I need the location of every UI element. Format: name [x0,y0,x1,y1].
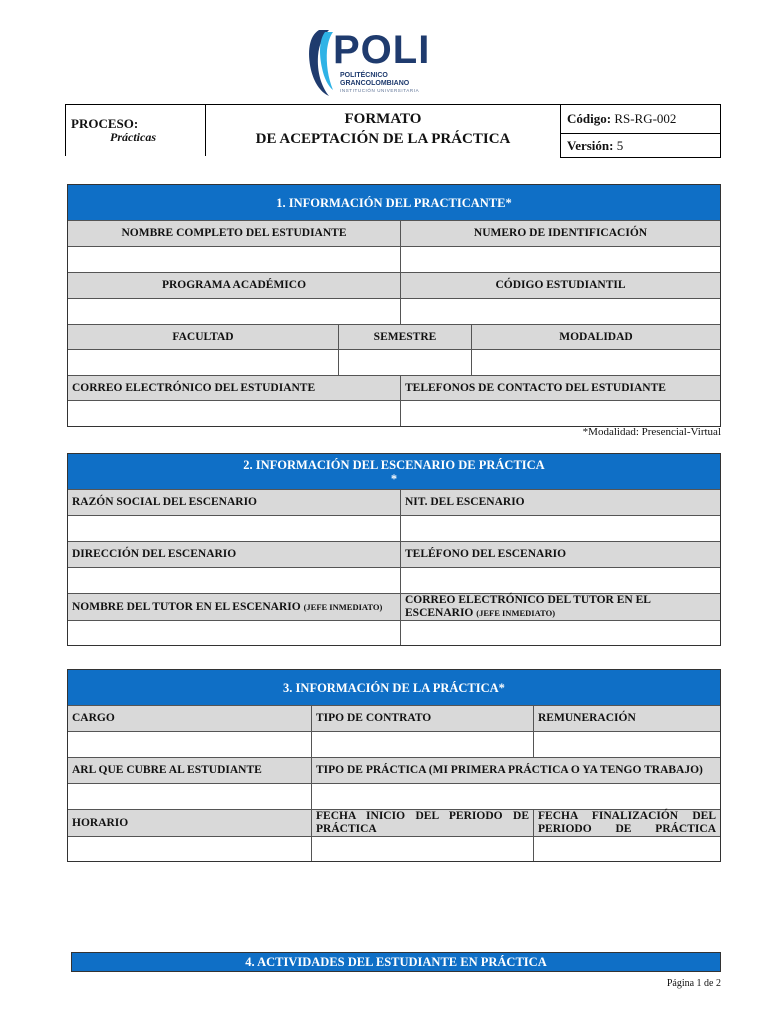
section3-row3-values [68,837,720,861]
section1-row4-values [68,401,720,426]
section1-row1-labels [68,221,720,247]
correo-estudiante-field[interactable] [68,401,401,426]
programa-label: PROGRAMA ACADÉMICO [68,273,401,299]
correo-tutor-field[interactable] [401,621,720,645]
programa-field[interactable] [68,299,401,325]
section1-row3-values [68,350,720,376]
codigo-estudiantil-field[interactable] [401,299,720,325]
logo-swoosh-icon [305,26,335,98]
fecha-inicio-label-text: FECHA INICIO DEL PERIODO DE PRÁCTICA [316,810,529,835]
tutor-label-text: NOMBRE DEL TUTOR EN EL ESCENARIO [72,600,301,613]
correo-tutor-label-text: CORREO ELECTRÓNICO DEL TUTOR EN EL ESCENARIO [405,594,651,619]
section2-title-line1: 2. INFORMACIÓN DEL ESCENARIO DE PRÁCTICA [243,457,545,472]
direccion-field[interactable] [68,568,401,594]
remuneracion-label: REMUNERACIÓN [534,706,720,732]
header-middle-top-line [205,104,560,105]
facultad-label: FACULTAD [68,325,339,350]
arl-label: ARL QUE CUBRE AL ESTUDIANTE [68,758,312,784]
section3-row3-labels [68,810,720,837]
facultad-field[interactable] [68,350,339,376]
page-number: Página 1 de 2 [666,978,721,989]
logo-line3: INSTITUCIÓN UNIVERSITARIA [340,88,420,93]
tipo-practica-field[interactable] [312,784,720,810]
cargo-field[interactable] [68,732,312,758]
header-left-line [65,104,66,156]
tipo-contrato-label: TIPO DE CONTRATO [312,706,534,732]
remuneracion-field[interactable] [534,732,720,758]
section3-row1-labels [68,706,720,732]
modalidad-field[interactable] [472,350,720,376]
correo-estudiante-label: CORREO ELECTRÓNICO DEL ESTUDIANTE [68,376,401,401]
semestre-field[interactable] [339,350,472,376]
fecha-inicio-label [312,810,534,837]
logo-line2: GRANCOLOMBIANO [340,80,410,87]
horario-field[interactable] [68,837,312,861]
section4-title: 4. ACTIVIDADES DEL ESTUDIANTE EN PRÁCTICA [71,952,721,972]
fecha-fin-label [534,810,720,837]
document-title-line2: DE ACEPTACIÓN DE LA PRÁCTICA [255,131,511,147]
section1-row2-values [68,299,720,325]
fecha-inicio-field[interactable] [312,837,534,861]
section-practicante [67,184,721,427]
version-box [560,133,721,158]
direccion-label: DIRECCIÓN DEL ESCENARIO [68,542,401,568]
poli-logo [305,24,430,98]
section2-title [68,454,720,490]
semestre-label: SEMESTRE [339,325,472,350]
nombre-field[interactable] [68,247,401,273]
fecha-fin-field[interactable] [534,837,720,861]
codigo-value: RS-RG-002 [614,111,677,126]
telefono-escenario-field[interactable] [401,568,720,594]
tutor-label [68,594,401,621]
arl-field[interactable] [68,784,312,810]
document-title-line1: FORMATO [344,111,422,127]
section2-row3-values [68,621,720,645]
codigo-label: Código: [567,111,612,126]
proceso-label: PROCESO: [71,116,139,131]
header-top-line [65,104,206,105]
horario-label: HORARIO [68,810,312,837]
section1-row1-values [68,247,720,273]
section-practica [67,669,721,862]
logo-brand: POLI [333,28,431,72]
modalidad-label: MODALIDAD [472,325,720,350]
codigo-estudiantil-label: CÓDIGO ESTUDIANTIL [401,273,720,299]
logo-line1: POLITÉCNICO [340,72,388,79]
nit-field[interactable] [401,516,720,542]
telefonos-field[interactable] [401,401,720,426]
tutor-field[interactable] [68,621,401,645]
section2-row1-labels [68,490,720,516]
fecha-fin-label-text: FECHA FINALIZACIÓN DEL PERIODO DE PRÁCTICA [538,810,716,835]
section1-row2-labels [68,273,720,299]
correo-tutor-label [401,594,720,621]
section2-row1-values [68,516,720,542]
razon-social-label: RAZÓN SOCIAL DEL ESCENARIO [68,490,401,516]
section1-row3-labels [68,325,720,350]
codigo-box [560,104,721,134]
tipo-practica-label: TIPO DE PRÁCTICA (MI PRIMERA PRÁCTICA O YA TENGO TRABAJO) [312,758,720,784]
section3-row1-values [68,732,720,758]
section1-row4-labels [68,376,720,401]
telefono-escenario-label: TELÉFONO DEL ESCENARIO [401,542,720,568]
version-label: Versión: [567,138,614,153]
version-value: 5 [616,138,624,153]
nombre-label: NOMBRE COMPLETO DEL ESTUDIANTE [68,221,401,247]
section3-row2-values [68,784,720,810]
section2-row2-values [68,568,720,594]
section3-title: 3. INFORMACIÓN DE LA PRÁCTICA* [68,670,720,706]
cargo-label: CARGO [68,706,312,732]
nit-label: NIT. DEL ESCENARIO [401,490,720,516]
section2-title-line2: * [390,471,398,486]
numero-id-field[interactable] [401,247,720,273]
section2-row2-labels [68,542,720,568]
section2-row3-labels [68,594,720,621]
numero-id-label: NUMERO DE IDENTIFICACIÓN [401,221,720,247]
section1-title: 1. INFORMACIÓN DEL PRACTICANTE* [68,185,720,221]
section-escenario [67,453,721,646]
section3-row2-labels [68,758,720,784]
proceso-value: Prácticas [110,130,156,144]
correo-tutor-label-small: (JEFE INMEDIATO) [476,608,556,618]
telefonos-label: TELEFONOS DE CONTACTO DEL ESTUDIANTE [401,376,720,401]
razon-social-field[interactable] [68,516,401,542]
modalidad-note: *Modalidad: Presencial-Virtual [582,426,721,438]
tipo-contrato-field[interactable] [312,732,534,758]
tutor-label-small: (JEFE INMEDIATO) [303,601,383,612]
